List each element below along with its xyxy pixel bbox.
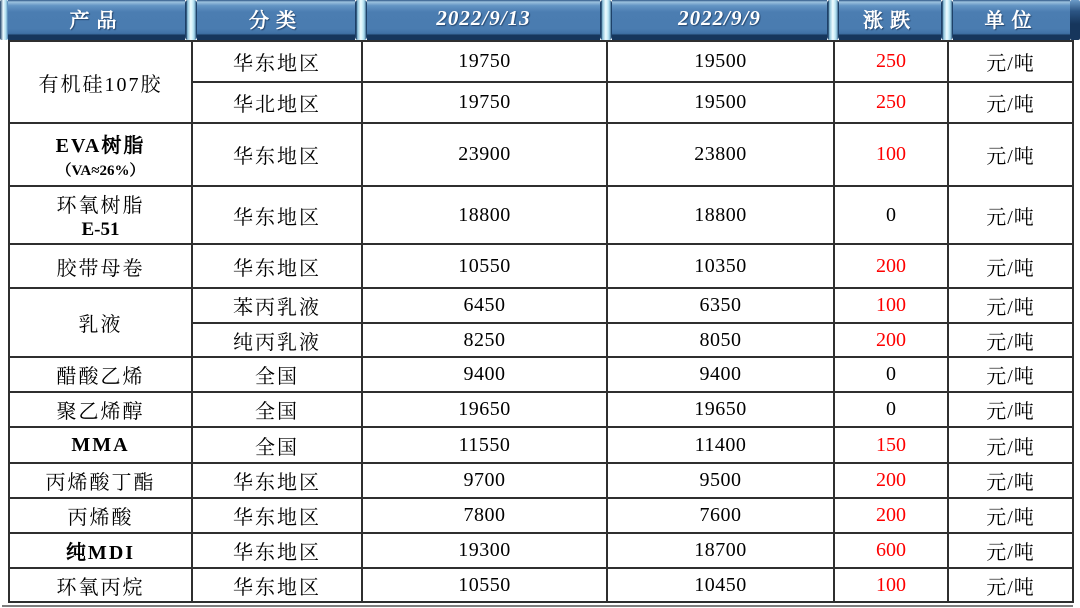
header-divider-bevel [600, 0, 612, 40]
product-cell: 醋酸乙烯 [9, 357, 192, 392]
price-previous-cell: 18800 [607, 186, 834, 244]
change-cell: 200 [834, 323, 948, 357]
price-previous-cell: 10450 [607, 568, 834, 602]
price-previous-cell: 9500 [607, 463, 834, 498]
change-cell: 0 [834, 186, 948, 244]
change-cell: 200 [834, 463, 948, 498]
product-cell: 乳液 [9, 288, 192, 357]
col-header-category [197, 0, 355, 40]
price-previous-cell: 11400 [607, 427, 834, 463]
header-divider-bevel [185, 0, 197, 40]
region-cell: 全国 [192, 427, 362, 463]
product-cell: MMA [9, 427, 192, 463]
product-cell [9, 123, 192, 186]
price-current-cell: 19650 [362, 392, 607, 427]
table-row [9, 568, 1073, 602]
region-cell: 全国 [192, 357, 362, 392]
price-current-cell: 11550 [362, 427, 607, 463]
col-header-change [839, 0, 941, 40]
table-row [9, 186, 1073, 244]
price-previous-cell: 10350 [607, 244, 834, 288]
table-row [9, 288, 1073, 323]
col-header-product [8, 0, 185, 40]
unit-cell: 元/吨 [948, 357, 1073, 392]
table-row [9, 244, 1073, 288]
unit-cell: 元/吨 [948, 323, 1073, 357]
col-header-date-old-label: 2022/9/9 [678, 5, 761, 30]
price-previous-cell: 19500 [607, 82, 834, 123]
unit-cell: 元/吨 [948, 288, 1073, 323]
price-previous-cell: 19500 [607, 41, 834, 82]
table-row [9, 427, 1073, 463]
header-left-edge-bevel [0, 0, 8, 40]
region-cell: 苯丙乳液 [192, 288, 362, 323]
product-cell: 纯MDI [9, 533, 192, 568]
product-cell: 环氧丙烷 [9, 568, 192, 602]
change-cell: 0 [834, 357, 948, 392]
price-previous-cell: 23800 [607, 123, 834, 186]
change-cell: 150 [834, 427, 948, 463]
price-current-cell: 23900 [362, 123, 607, 186]
price-current-cell: 6450 [362, 288, 607, 323]
region-cell: 华东地区 [192, 186, 362, 244]
unit-cell: 元/吨 [948, 427, 1073, 463]
region-cell: 纯丙乳液 [192, 323, 362, 357]
price-current-cell: 19300 [362, 533, 607, 568]
col-header-unit-label: 单位 [984, 9, 1039, 32]
table-row [9, 41, 1073, 82]
col-header-unit [953, 0, 1070, 40]
unit-cell: 元/吨 [948, 244, 1073, 288]
change-cell: 200 [834, 244, 948, 288]
region-cell: 全国 [192, 392, 362, 427]
header-right-edge-bevel [1070, 0, 1080, 40]
table-header-row [0, 0, 1080, 40]
change-cell: 0 [834, 392, 948, 427]
col-header-date-new-label: 2022/9/13 [436, 5, 531, 30]
region-cell: 华北地区 [192, 82, 362, 123]
header-divider-bevel [941, 0, 953, 40]
region-cell: 华东地区 [192, 123, 362, 186]
table-row [9, 392, 1073, 427]
product-name: EVA树脂 [55, 135, 146, 157]
change-cell: 200 [834, 498, 948, 533]
product-cell: 有机硅107胶 [9, 41, 192, 123]
price-previous-cell: 6350 [607, 288, 834, 323]
table-bottom-border [2, 605, 1073, 607]
product-cell: 丙烯酸 [9, 498, 192, 533]
table-row [9, 357, 1073, 392]
price-current-cell: 19750 [362, 82, 607, 123]
unit-cell: 元/吨 [948, 568, 1073, 602]
region-cell: 华东地区 [192, 244, 362, 288]
change-cell: 100 [834, 123, 948, 186]
header-divider-bevel [827, 0, 839, 40]
price-current-cell: 10550 [362, 244, 607, 288]
unit-cell: 元/吨 [948, 533, 1073, 568]
table-row [9, 498, 1073, 533]
table-row [9, 463, 1073, 498]
unit-cell: 元/吨 [948, 123, 1073, 186]
product-cell: 丙烯酸丁酯 [9, 463, 192, 498]
col-header-product-label: 产品 [69, 9, 124, 32]
change-cell: 250 [834, 82, 948, 123]
change-cell: 100 [834, 288, 948, 323]
price-current-cell: 9700 [362, 463, 607, 498]
change-cell: 600 [834, 533, 948, 568]
table-row [9, 123, 1073, 186]
unit-cell: 元/吨 [948, 186, 1073, 244]
change-cell: 100 [834, 568, 948, 602]
unit-cell: 元/吨 [948, 392, 1073, 427]
product-cell [9, 186, 192, 244]
price-previous-cell: 9400 [607, 357, 834, 392]
unit-cell: 元/吨 [948, 463, 1073, 498]
region-cell: 华东地区 [192, 533, 362, 568]
price-previous-cell: 19650 [607, 392, 834, 427]
col-header-category-label: 分类 [249, 9, 303, 32]
col-header-date-old [612, 0, 827, 40]
table-row [9, 533, 1073, 568]
col-header-date-new [367, 0, 600, 40]
unit-cell: 元/吨 [948, 82, 1073, 123]
unit-cell: 元/吨 [948, 498, 1073, 533]
region-cell: 华东地区 [192, 41, 362, 82]
price-table [8, 40, 1074, 603]
region-cell: 华东地区 [192, 568, 362, 602]
product-note: （VA≈26%） [56, 163, 145, 179]
price-current-cell: 10550 [362, 568, 607, 602]
price-current-cell: 8250 [362, 323, 607, 357]
price-previous-cell: 8050 [607, 323, 834, 357]
product-name: 环氧树脂 [56, 195, 145, 217]
region-cell: 华东地区 [192, 498, 362, 533]
unit-cell: 元/吨 [948, 41, 1073, 82]
price-previous-cell: 7600 [607, 498, 834, 533]
col-header-change-label: 涨跌 [863, 9, 917, 32]
price-current-cell: 9400 [362, 357, 607, 392]
price-current-cell: 19750 [362, 41, 607, 82]
price-current-cell: 7800 [362, 498, 607, 533]
header-divider-bevel [355, 0, 367, 40]
product-cell: 聚乙烯醇 [9, 392, 192, 427]
price-current-cell: 18800 [362, 186, 607, 244]
product-note: E-51 [81, 219, 120, 240]
region-cell: 华东地区 [192, 463, 362, 498]
change-cell: 250 [834, 41, 948, 82]
product-cell: 胶带母卷 [9, 244, 192, 288]
price-previous-cell: 18700 [607, 533, 834, 568]
